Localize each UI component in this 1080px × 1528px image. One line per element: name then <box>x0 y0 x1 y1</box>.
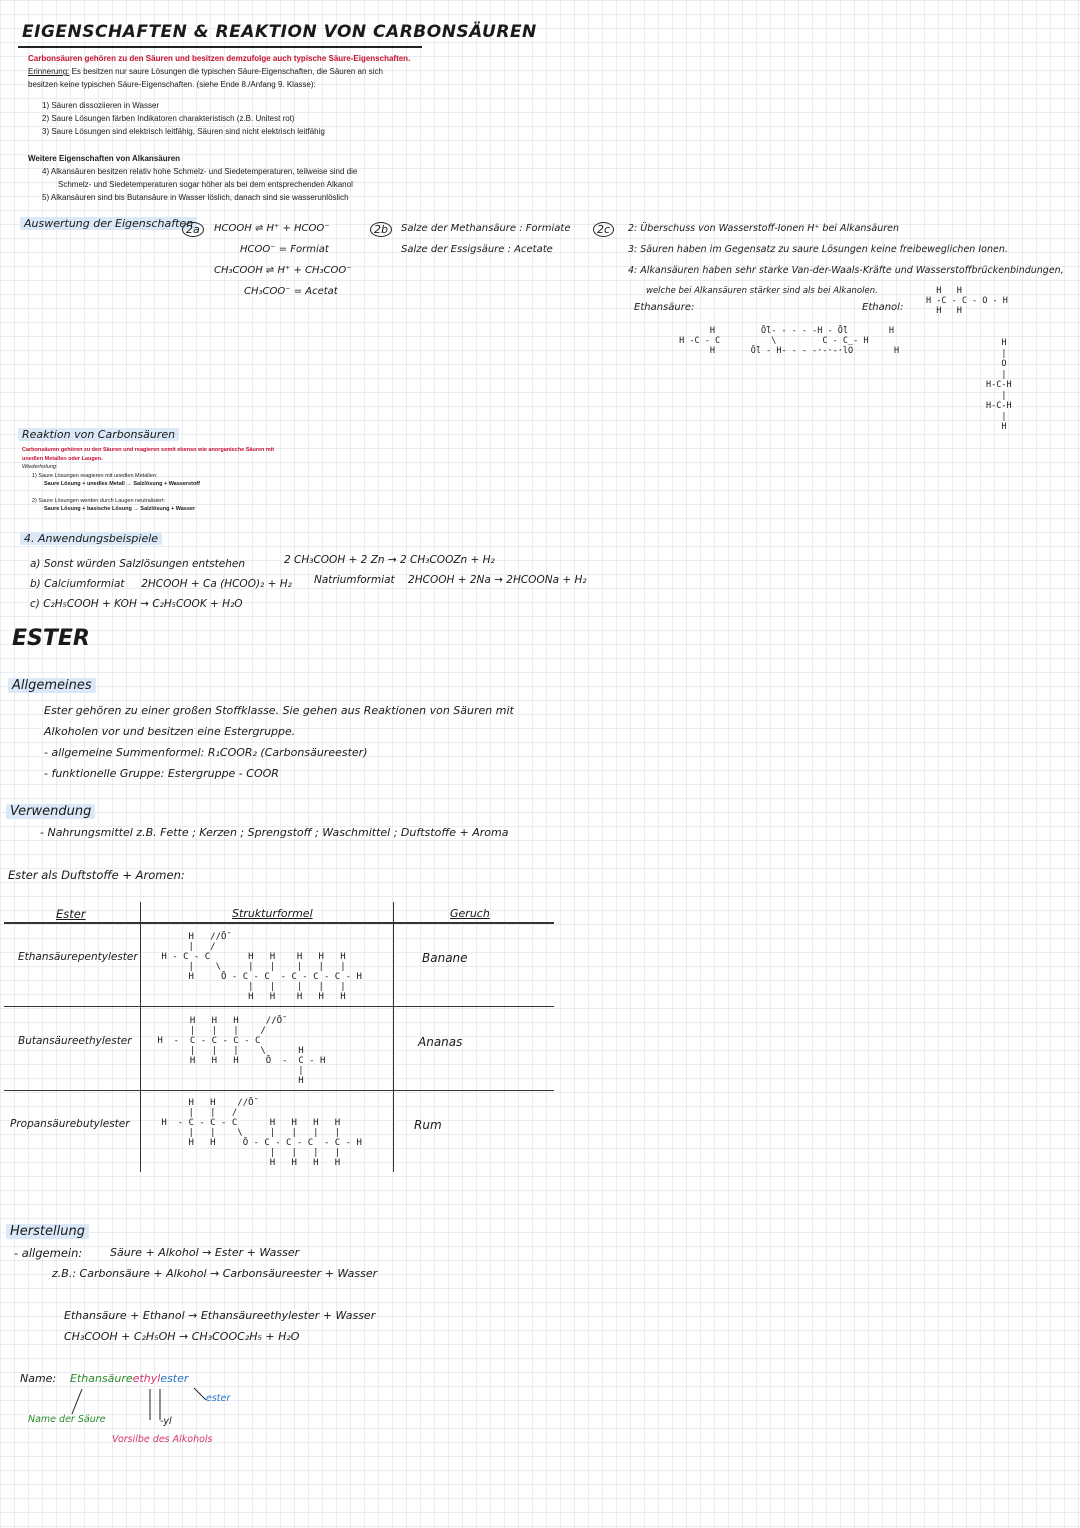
list-item: 4) Alkansäuren besitzen relativ hohe Schmelz- und Siedetemperaturen, teilweise sind die <box>42 167 358 176</box>
eq-line: 2: Überschuss von Wasserstoff-Ionen H⁺ bei Alkansäuren <box>628 223 900 234</box>
reaktion-red-1: Carbonsäuren gehören zu den Säuren und reagieren somit ebenso wie anorganische Säuren mit <box>22 447 275 453</box>
ester-title: ESTER <box>12 626 90 651</box>
list-item: 5) Alkansäuren sind bis Butansäure in Wasser löslich, danach sind sie wasserunlöslich <box>42 193 349 202</box>
list-item: 1) Säuren dissoziieren in Wasser <box>42 101 160 110</box>
ann-ester: ester <box>206 1393 231 1404</box>
header-geruch: Geruch <box>450 907 490 920</box>
list-item: Saure Lösung + basische Lösung → Salzlösung + Wasser <box>44 506 196 512</box>
ann-yl: -yl <box>160 1416 172 1427</box>
allg-line: Ester gehören zu einer großen Stoffklasse. Sie gehen aus Reaktionen von Säuren mit <box>44 704 514 717</box>
table-row-name: Ethansäurepentylester <box>18 951 138 963</box>
ethanol-vertical: H | O | H-C-H | H-C-H | H <box>986 338 1012 432</box>
list-item: 1) Saure Lösungen reagieren mit unedlen Metallen: <box>32 472 158 479</box>
name-part-ester: ester <box>160 1372 189 1385</box>
herstellung-title: Herstellung <box>6 1224 89 1239</box>
herstellung-ex2: CH₃COOH + C₂H₅OH → CH₃COOC₂H₅ + H₂O <box>64 1330 300 1343</box>
eq-line: 4: Alkansäuren haben sehr starke Van-der-Waals-Kräfte und Wasserstoffbrückenbindungen, <box>628 265 1064 276</box>
herstellung-l1: Säure + Alkohol → Ester + Wasser <box>110 1246 300 1259</box>
table-row-name: Butansäureethylester <box>18 1035 132 1047</box>
anwendung-b2-eq: 2HCOOH + 2Na → 2HCOONa + H₂ <box>408 574 587 586</box>
eq-line: welche bei Alkansäuren stärker sind als bei Alkanolen. <box>646 286 878 296</box>
anwendung-b-label: b) Calciumformiat <box>30 578 125 590</box>
reaktion-red-2: unedlen Metallen oder Laugen. <box>22 455 103 462</box>
structure-ethylester: H H H //Ō̄ | | | / H - C - C - C - C | | | \ H H H H Ō - C - H | H <box>157 1016 326 1086</box>
ethanol-label: Ethanol: <box>862 302 904 313</box>
auswertung-label: Auswertung der Eigenschaften <box>20 217 197 230</box>
weitere-title: Weitere Eigenschaften von Alkansäuren <box>28 154 181 163</box>
reaktion-title: Reaktion von Carbonsäuren <box>18 428 179 441</box>
ann-saeure: Name der Säure <box>28 1414 106 1425</box>
eq-line: Salze der Essigsäure : Acetate <box>401 244 553 255</box>
list-item: 2) Saure Lösungen färben Indikatoren charakteristisch (z.B. Unitest rot) <box>42 114 295 123</box>
badge-2c-text: 2c <box>593 222 614 237</box>
table-row-smell: Banane <box>422 951 468 965</box>
anwendung-a-eq: 2 CH₃COOH + 2 Zn → 2 CH₃COOZn + H₂ <box>284 554 495 566</box>
header-strukturformel: Strukturformel <box>232 907 313 920</box>
anwendung-c: c) C₂H₅COOH + KOH → C₂H₅COOK + H₂O <box>30 598 243 610</box>
erinnerung-text: Es besitzen nur saure Lösungen die typischen Säure-Eigenschaften, die Säuren an sich <box>69 67 383 76</box>
verwendung-title: Verwendung <box>6 804 95 819</box>
hbond-structure: H Ō̄l- - - - -H - Ō̄l H H -C - C \ C - C - H H Ō̄l - H- - - -·-·-·lO̅ H <box>679 326 900 356</box>
ethansaeure-label: Ethansäure: <box>634 302 695 313</box>
verwendung-line: - Nahrungsmittel z.B. Fette ; Kerzen ; Sprengstoff ; Waschmittel ; Duftstoffe + Aroma <box>40 826 509 839</box>
eq-line: CH₃COOH ⇌ H⁺ + CH₃COO⁻ <box>214 265 352 276</box>
eq-line: Salze der Methansäure : Formiate <box>401 223 571 234</box>
list-item: Saure Lösung + unedles Metall → Salzlösung + Wasserstoff <box>44 481 200 487</box>
allg-line: - funktionelle Gruppe: Estergruppe - COOR <box>44 767 279 780</box>
herstellung-ex1: Ethansäure + Ethanol → Ethansäureethylester + Wasser <box>64 1309 376 1322</box>
name-part-saeure: Ethansäure <box>70 1372 133 1385</box>
page-title: EIGENSCHAFTEN & REAKTION VON CARBONSÄUREN <box>22 22 537 42</box>
herstellung-allgemein: - allgemein: <box>14 1246 83 1260</box>
ethanol-structure: H H H -C - C - O - H H H <box>926 286 1008 316</box>
list-item: Schmelz- und Siedetemperaturen sogar höher als bei dem entsprechenden Alkanol <box>58 180 353 189</box>
structure-butylester: H H //Ō̄ | | / H - C - C - C H H H H | | \ | | | | H H Ō - C - C - C - C - H | | | | H H H H <box>161 1098 362 1168</box>
name-label: Name: <box>20 1372 57 1385</box>
list-item: 3) Saure Lösungen sind elektrisch leitfähig, Säuren sind nicht elektrisch leitfähig <box>42 127 325 136</box>
eq-line: HCOOH ⇌ H⁺ + HCOO⁻ <box>214 223 330 234</box>
intro-red-line: Carbonsäuren gehören zu den Säuren und besitzen demzufolge auch typische Säure-Eigenschaften. <box>28 54 411 63</box>
badge-2a-text: 2a <box>182 222 204 237</box>
list-item: 2) Saure Lösungen werden durch Laugen neutralisiert: <box>32 497 166 504</box>
ann-vorsilbe: Vorsilbe des Alkohols <box>112 1434 213 1445</box>
allg-line: - allgemeine Summenformel: R₁COOR₂ (Carbonsäureester) <box>44 746 368 759</box>
wiederholung: Wiederholung: <box>22 464 58 470</box>
erinnerung-label: Erinnerung: <box>28 67 70 76</box>
eq-line: HCOO⁻ = Formiat <box>240 244 329 255</box>
table-row-smell: Ananas <box>418 1035 463 1049</box>
anwendung-b-eq: 2HCOOH + Ca (HCOO)₂ + H₂ <box>141 578 292 590</box>
structure-pentylester: H //Ō̄ | / H - C - C H H H H H | \ | | | | | H Ō - C - C - C - C - C - H | | | | | H H H H H <box>161 932 362 1002</box>
anwendung-title: 4. Anwendungsbeispiele <box>20 532 162 545</box>
herstellung-l2: z.B.: Carbonsäure + Alkohol → Carbonsäureester + Wasser <box>52 1267 378 1280</box>
eq-line: 3: Säuren haben im Gegensatz zu saure Lösungen keine freibeweglichen Ionen. <box>628 244 1008 255</box>
table-row-name: Propansäurebutylester <box>10 1118 130 1130</box>
table-row-smell: Rum <box>414 1118 442 1132</box>
duft-title: Ester als Duftstoffe + Aromen: <box>8 868 185 882</box>
anwendung-a: a) Sonst würden Salzlösungen entstehen <box>30 558 246 570</box>
name-part-ethyl: ethyl <box>132 1372 161 1385</box>
anwendung-b2-label: Natriumformiat <box>314 574 395 586</box>
allg-line: Alkoholen vor und besitzen eine Estergruppe. <box>44 725 296 738</box>
erinnerung-text2: besitzen keine typischen Säure-Eigenschaften. (siehe Ende 8./Anfang 9. Klasse): <box>28 80 316 89</box>
header-ester: Ester <box>56 907 86 921</box>
eq-line: CH₃COO⁻ = Acetat <box>244 286 338 297</box>
allgemeines-title: Allgemeines <box>8 678 96 693</box>
badge-2b-text: 2b <box>370 222 392 237</box>
